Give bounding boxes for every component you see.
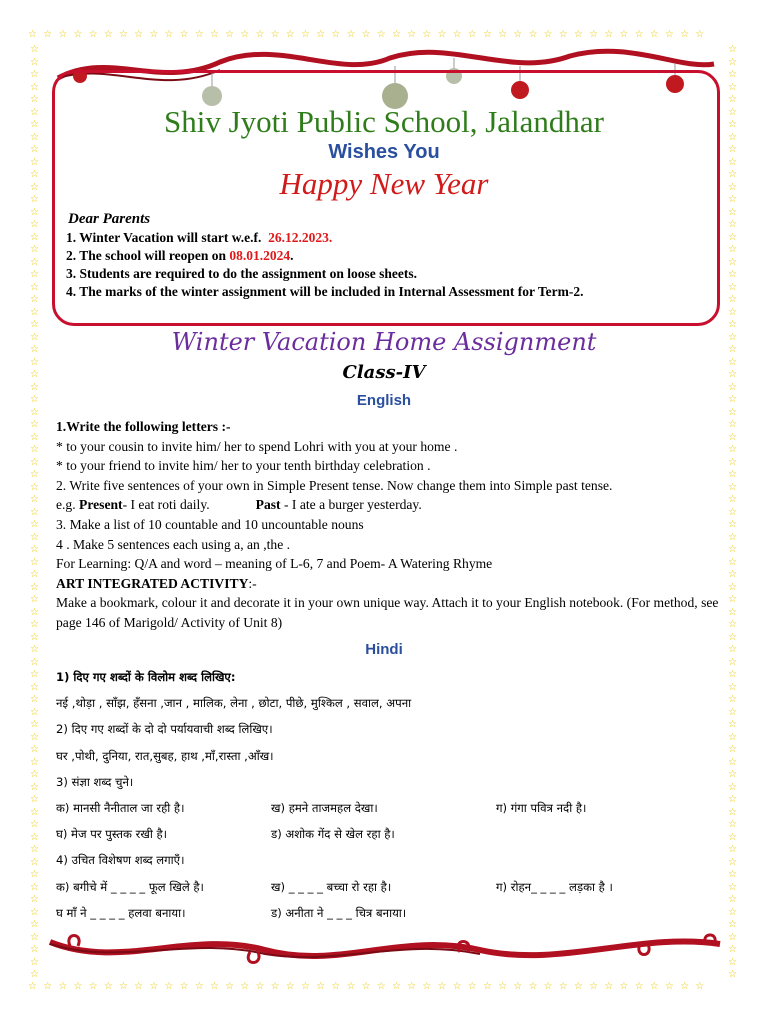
hindi-q3-row-1: क) मानसी नैनीताल जा रही है। ख) हमने ताजमहल देखा। ग) गंगा पवित्र नदी है।: [56, 801, 587, 816]
hindi-q4-row-2: घ माँ ने _ _ _ _ हलवा बनाया। ड) अनीता ने _ _ _ चित्र बनाया।: [56, 905, 407, 920]
english-q3: 3. Make a list of 10 countable and 10 uncountable nouns: [56, 516, 364, 532]
notice-line-1: 1. Winter Vacation will start w.e.f. 26.12.2023.: [66, 230, 333, 245]
vacation-start-date: 26.12.2023.: [268, 230, 333, 245]
hindi-q4: 4) उचित विशेषण शब्द लगाएँ।: [56, 853, 185, 868]
wishes-text: Wishes You: [328, 141, 440, 163]
class-label: Class-IV: [342, 362, 426, 383]
star-border-left: ☆ ☆ ☆ ☆ ☆ ☆ ☆ ☆ ☆ ☆ ☆ ☆ ☆ ☆ ☆ ☆ ☆ ☆ ☆ ☆ ☆ ☆ ☆ ☆ ☆ ☆ ☆ ☆ ☆ ☆ ☆ ☆ ☆ ☆ ☆ ☆ ☆ ☆ ☆ ☆ ☆ ☆ ☆ ☆ ☆ ☆ ☆ ☆ ☆ ☆ ☆ ☆ ☆ ☆ ☆ ☆ ☆ ☆ ☆ ☆ ☆ ☆ ☆ ☆ ☆ ☆ ☆ ☆ ☆ ☆ ☆ ☆ ☆ ☆ ☆: [30, 44, 39, 980]
art-heading: ART INTEGRATED ACTIVITY:-: [56, 575, 257, 591]
english-heading: English: [356, 392, 412, 409]
hindi-q1: 1) दिए गए शब्दों के विलोम शब्द लिखिए:: [56, 670, 236, 684]
english-q2: 2. Write five sentences of your own in Simple Present tense. Now change them into Simple past tense.: [56, 477, 613, 493]
hindi-q2-words: घर ,पोथी, दुनिया, रात,सुबह, हाथ ,माँ,रास्ता ,आँख।: [56, 748, 274, 763]
hindi-heading: Hindi: [365, 641, 403, 658]
hindi-q4-row-1: क) बगीचे में _ _ _ _ फूल खिले है। ख) _ _ _ _ बच्चा रो रहा है। ग) रोहन_ _ _ _ लड़का है ।: [56, 879, 613, 894]
school-name: Shiv Jyoti Public School, Jalandhar: [163, 104, 604, 139]
english-section: [56, 417, 726, 633]
english-q1a: * to your cousin to invite him/ her to spend Lohri with you at your home .: [56, 438, 458, 454]
art-text: Make a bookmark, colour it and decorate it in your own unique way. Attach it to your English notebook. (For method, see page 146 of Marigold/ Activity of Unit 8): [56, 595, 719, 630]
reopen-date: 08.01.2024: [229, 248, 291, 263]
salutation: Dear Parents: [68, 211, 151, 227]
assignment-title: Winter Vacation Home Assignment: [171, 328, 597, 356]
english-example: e.g. Present- I eat roti daily. Past - I ate a burger yesterday.: [56, 497, 422, 513]
star-border-bottom: ☆☆☆☆☆☆☆☆☆☆☆☆☆☆☆☆☆☆☆☆☆☆☆☆☆☆☆☆☆☆☆☆☆☆☆☆☆☆☆☆☆☆☆☆☆: [28, 982, 711, 992]
hindi-q1-words: नई ,थोड़ा , साँझ, हँसना ,जान , मालिक, लेना , छोटा, पीछे, मुश्किल , सवाल, अपना: [56, 696, 412, 711]
english-q4: 4 . Make 5 sentences each using a, an ,the .: [56, 536, 291, 552]
hindi-section: [56, 664, 726, 926]
hindi-q2: 2) दिए गए शब्दों के दो दो पर्यायवाची शब्द लिखिए।: [56, 722, 273, 737]
hindi-q3-row-2: घ) मेज पर पुस्तक रखी है। ड) अशोक गेंद से खेल रहा है।: [56, 827, 395, 842]
english-q1: 1.Write the following letters :-: [56, 419, 231, 434]
english-q1b: * to your friend to invite him/ her to your tenth birthday celebration .: [56, 458, 431, 474]
ribbon-garland-decoration: [40, 920, 730, 980]
greeting-text: Happy New Year: [279, 166, 489, 201]
notice-line-2: 2. The school will reopen on 08.01.2024.: [66, 248, 294, 263]
hindi-q3: 3) संज्ञा शब्द चुने।: [56, 774, 134, 789]
star-border-top: ☆☆☆☆☆☆☆☆☆☆☆☆☆☆☆☆☆☆☆☆☆☆☆☆☆☆☆☆☆☆☆☆☆☆☆☆☆☆☆☆☆☆☆☆☆: [28, 30, 711, 40]
parent-notice: [66, 210, 706, 301]
notice-line-4: 4. The marks of the winter assignment will be included in Internal Assessment for Term-2.: [66, 284, 584, 299]
notice-line-3: 3. Students are required to do the assignment on loose sheets.: [66, 266, 418, 281]
english-learning: For Learning: Q/A and word – meaning of L-6, 7 and Poem- A Watering Rhyme: [56, 556, 493, 572]
star-border-right: ☆ ☆ ☆ ☆ ☆ ☆ ☆ ☆ ☆ ☆ ☆ ☆ ☆ ☆ ☆ ☆ ☆ ☆ ☆ ☆ ☆ ☆ ☆ ☆ ☆ ☆ ☆ ☆ ☆ ☆ ☆ ☆ ☆ ☆ ☆ ☆ ☆ ☆ ☆ ☆ ☆ ☆ ☆ ☆ ☆ ☆ ☆ ☆ ☆ ☆ ☆ ☆ ☆ ☆ ☆ ☆ ☆ ☆ ☆ ☆ ☆ ☆ ☆ ☆ ☆ ☆ ☆ ☆ ☆ ☆ ☆ ☆ ☆ ☆ ☆: [728, 44, 737, 980]
